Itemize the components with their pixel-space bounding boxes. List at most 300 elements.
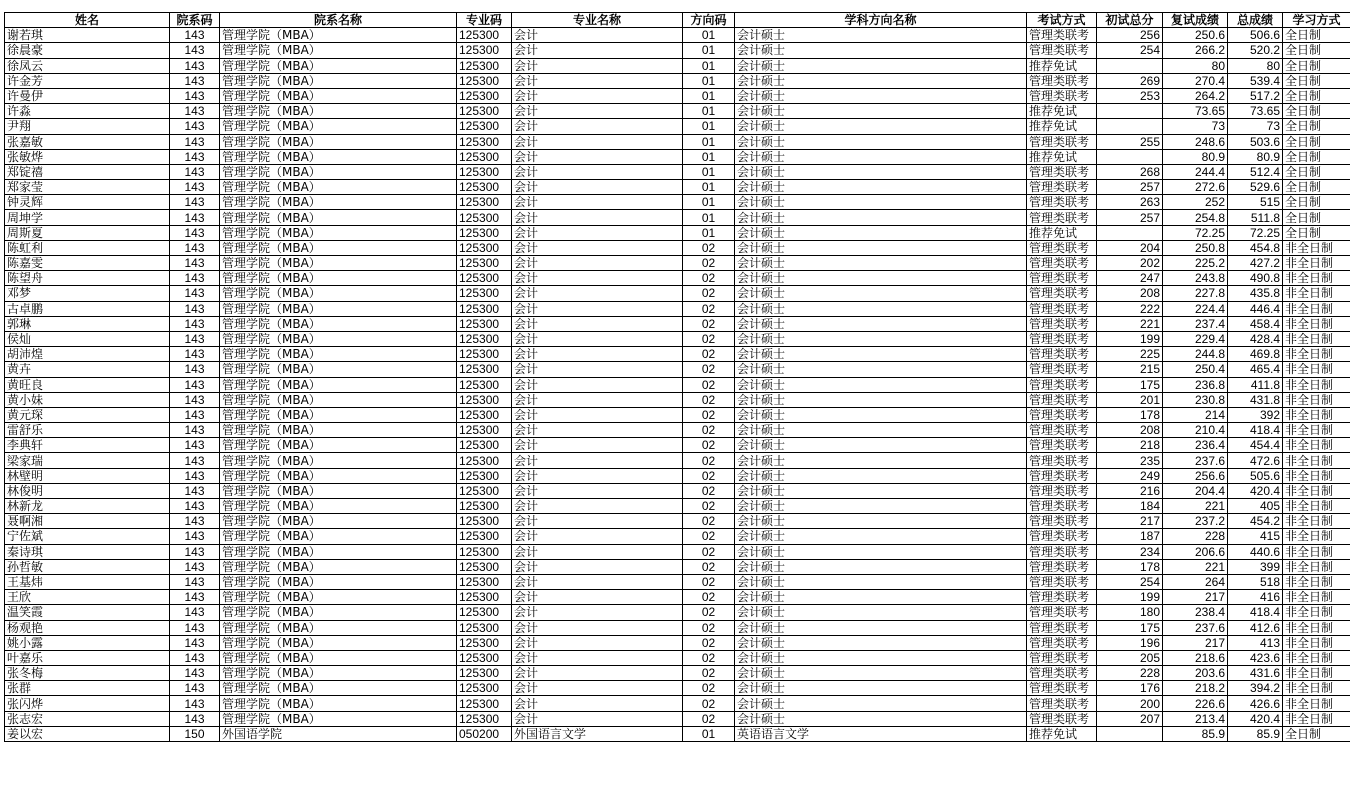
dept-name-cell: 管理学院（MBA） <box>220 453 457 468</box>
table-row <box>5 362 1351 377</box>
study-mode-cell: 非全日制 <box>1283 286 1351 301</box>
major-code-cell: 125300 <box>457 104 512 119</box>
major-name-cell: 会计 <box>512 256 683 271</box>
table-row <box>5 650 1351 665</box>
retest-score-cell: 244.4 <box>1163 164 1228 179</box>
major-name-cell: 会计 <box>512 696 683 711</box>
initial-score-cell: 269 <box>1097 73 1163 88</box>
major-name-cell: 外国语言文学 <box>512 726 683 741</box>
initial-score-cell: 176 <box>1097 681 1163 696</box>
initial-score-cell: 187 <box>1097 529 1163 544</box>
initial-score-cell: 257 <box>1097 210 1163 225</box>
major-code-cell: 125300 <box>457 544 512 559</box>
total-score-cell: 399 <box>1228 559 1283 574</box>
major-code-cell: 125300 <box>457 164 512 179</box>
exam-type-cell: 管理类联考 <box>1027 711 1097 726</box>
retest-score-cell: 238.4 <box>1163 605 1228 620</box>
major-name-cell: 会计 <box>512 377 683 392</box>
dept-code-cell: 143 <box>170 210 220 225</box>
dept-code-cell: 143 <box>170 225 220 240</box>
initial-score-cell: 202 <box>1097 256 1163 271</box>
dept-name-cell: 管理学院（MBA） <box>220 362 457 377</box>
study-mode-cell: 全日制 <box>1283 58 1351 73</box>
direction-name-cell: 会计硕士 <box>735 635 1027 650</box>
name-cell: 张群 <box>5 681 170 696</box>
total-score-cell: 405 <box>1228 499 1283 514</box>
total-score-cell: 512.4 <box>1228 164 1283 179</box>
score-table <box>4 12 1350 742</box>
direction-name-cell: 会计硕士 <box>735 392 1027 407</box>
initial-score-cell: 199 <box>1097 331 1163 346</box>
study-mode-cell: 全日制 <box>1283 28 1351 43</box>
retest-score-cell: 228 <box>1163 529 1228 544</box>
header-row <box>5 13 1351 28</box>
initial-score-cell: 228 <box>1097 666 1163 681</box>
retest-score-cell: 244.8 <box>1163 347 1228 362</box>
dept-code-cell: 143 <box>170 301 220 316</box>
total-score-cell: 505.6 <box>1228 468 1283 483</box>
dept-code-cell: 143 <box>170 149 220 164</box>
dept-name-cell: 外国语学院 <box>220 726 457 741</box>
total-score-cell: 418.4 <box>1228 605 1283 620</box>
direction-code-cell: 02 <box>683 407 735 422</box>
exam-type-cell: 管理类联考 <box>1027 574 1097 589</box>
dept-name-cell: 管理学院（MBA） <box>220 711 457 726</box>
major-name-cell: 会计 <box>512 650 683 665</box>
exam-type-cell: 管理类联考 <box>1027 529 1097 544</box>
major-name-cell: 会计 <box>512 620 683 635</box>
initial-score-cell <box>1097 58 1163 73</box>
table-row <box>5 240 1351 255</box>
retest-score-cell: 214 <box>1163 407 1228 422</box>
major-name-cell: 会计 <box>512 499 683 514</box>
name-cell: 黄元琛 <box>5 407 170 422</box>
header-dept-code: 院系码 <box>170 13 220 28</box>
direction-name-cell: 会计硕士 <box>735 696 1027 711</box>
table-row <box>5 544 1351 559</box>
major-name-cell: 会计 <box>512 347 683 362</box>
direction-name-cell: 会计硕士 <box>735 666 1027 681</box>
total-score-cell: 539.4 <box>1228 73 1283 88</box>
major-code-cell: 125300 <box>457 286 512 301</box>
initial-score-cell: 247 <box>1097 271 1163 286</box>
retest-score-cell: 237.6 <box>1163 453 1228 468</box>
initial-score-cell: 184 <box>1097 499 1163 514</box>
major-code-cell: 125300 <box>457 210 512 225</box>
total-score-cell: 431.8 <box>1228 392 1283 407</box>
major-code-cell: 125300 <box>457 256 512 271</box>
total-score-cell: 426.6 <box>1228 696 1283 711</box>
header-name: 姓名 <box>5 13 170 28</box>
major-name-cell: 会计 <box>512 590 683 605</box>
exam-type-cell: 管理类联考 <box>1027 377 1097 392</box>
total-score-cell: 427.2 <box>1228 256 1283 271</box>
exam-type-cell: 管理类联考 <box>1027 331 1097 346</box>
major-name-cell: 会计 <box>512 438 683 453</box>
dept-name-cell: 管理学院（MBA） <box>220 650 457 665</box>
exam-type-cell: 管理类联考 <box>1027 635 1097 650</box>
dept-code-cell: 143 <box>170 635 220 650</box>
initial-score-cell: 175 <box>1097 377 1163 392</box>
dept-code-cell: 143 <box>170 240 220 255</box>
direction-code-cell: 01 <box>683 88 735 103</box>
initial-score-cell <box>1097 149 1163 164</box>
retest-score-cell: 227.8 <box>1163 286 1228 301</box>
table-row <box>5 43 1351 58</box>
dept-name-cell: 管理学院（MBA） <box>220 240 457 255</box>
direction-name-cell: 会计硕士 <box>735 149 1027 164</box>
direction-name-cell: 会计硕士 <box>735 240 1027 255</box>
total-score-cell: 435.8 <box>1228 286 1283 301</box>
initial-score-cell: 263 <box>1097 195 1163 210</box>
initial-score-cell: 199 <box>1097 590 1163 605</box>
dept-code-cell: 143 <box>170 43 220 58</box>
major-name-cell: 会计 <box>512 28 683 43</box>
direction-code-cell: 01 <box>683 225 735 240</box>
retest-score-cell: 224.4 <box>1163 301 1228 316</box>
name-cell: 谢若琪 <box>5 28 170 43</box>
major-code-cell: 125300 <box>457 559 512 574</box>
total-score-cell: 506.6 <box>1228 28 1283 43</box>
direction-code-cell: 02 <box>683 438 735 453</box>
header-direction-code: 方向码 <box>683 13 735 28</box>
table-row <box>5 149 1351 164</box>
total-score-cell: 490.8 <box>1228 271 1283 286</box>
total-score-cell: 529.6 <box>1228 180 1283 195</box>
retest-score-cell: 252 <box>1163 195 1228 210</box>
study-mode-cell: 非全日制 <box>1283 377 1351 392</box>
exam-type-cell: 管理类联考 <box>1027 134 1097 149</box>
dept-code-cell: 143 <box>170 119 220 134</box>
initial-score-cell <box>1097 104 1163 119</box>
direction-code-cell: 02 <box>683 514 735 529</box>
dept-name-cell: 管理学院（MBA） <box>220 271 457 286</box>
study-mode-cell: 全日制 <box>1283 88 1351 103</box>
table-row <box>5 468 1351 483</box>
dept-code-cell: 143 <box>170 134 220 149</box>
name-cell: 黄小妹 <box>5 392 170 407</box>
total-score-cell: 517.2 <box>1228 88 1283 103</box>
dept-code-cell: 143 <box>170 423 220 438</box>
dept-code-cell: 143 <box>170 316 220 331</box>
exam-type-cell: 管理类联考 <box>1027 180 1097 195</box>
total-score-cell: 420.4 <box>1228 483 1283 498</box>
initial-score-cell: 207 <box>1097 711 1163 726</box>
exam-type-cell: 管理类联考 <box>1027 195 1097 210</box>
table-row <box>5 529 1351 544</box>
major-code-cell: 125300 <box>457 301 512 316</box>
dept-name-cell: 管理学院（MBA） <box>220 43 457 58</box>
direction-code-cell: 01 <box>683 28 735 43</box>
dept-name-cell: 管理学院（MBA） <box>220 347 457 362</box>
major-code-cell: 125300 <box>457 271 512 286</box>
total-score-cell: 440.6 <box>1228 544 1283 559</box>
retest-score-cell: 266.2 <box>1163 43 1228 58</box>
retest-score-cell: 206.6 <box>1163 544 1228 559</box>
dept-code-cell: 143 <box>170 544 220 559</box>
study-mode-cell: 非全日制 <box>1283 514 1351 529</box>
direction-code-cell: 01 <box>683 195 735 210</box>
dept-name-cell: 管理学院（MBA） <box>220 620 457 635</box>
major-name-cell: 会计 <box>512 225 683 240</box>
table-row <box>5 514 1351 529</box>
exam-type-cell: 管理类联考 <box>1027 210 1097 225</box>
exam-type-cell: 管理类联考 <box>1027 650 1097 665</box>
study-mode-cell: 非全日制 <box>1283 407 1351 422</box>
major-name-cell: 会计 <box>512 301 683 316</box>
exam-type-cell: 推荐免试 <box>1027 104 1097 119</box>
table-row <box>5 438 1351 453</box>
direction-name-cell: 会计硕士 <box>735 58 1027 73</box>
major-code-cell: 125300 <box>457 499 512 514</box>
total-score-cell: 80.9 <box>1228 149 1283 164</box>
total-score-cell: 416 <box>1228 590 1283 605</box>
total-score-cell: 454.4 <box>1228 438 1283 453</box>
study-mode-cell: 非全日制 <box>1283 256 1351 271</box>
initial-score-cell: 180 <box>1097 605 1163 620</box>
study-mode-cell: 非全日制 <box>1283 681 1351 696</box>
initial-score-cell: 225 <box>1097 347 1163 362</box>
retest-score-cell: 213.4 <box>1163 711 1228 726</box>
header-direction-name: 学科方向名称 <box>735 13 1027 28</box>
study-mode-cell: 全日制 <box>1283 149 1351 164</box>
direction-name-cell: 会计硕士 <box>735 529 1027 544</box>
major-code-cell: 125300 <box>457 681 512 696</box>
total-score-cell: 472.6 <box>1228 453 1283 468</box>
major-name-cell: 会计 <box>512 331 683 346</box>
direction-name-cell: 会计硕士 <box>735 605 1027 620</box>
major-name-cell: 会计 <box>512 423 683 438</box>
study-mode-cell: 非全日制 <box>1283 347 1351 362</box>
exam-type-cell: 推荐免试 <box>1027 119 1097 134</box>
dept-code-cell: 143 <box>170 195 220 210</box>
study-mode-cell: 非全日制 <box>1283 240 1351 255</box>
direction-name-cell: 会计硕士 <box>735 590 1027 605</box>
table-row <box>5 58 1351 73</box>
name-cell: 王基炜 <box>5 574 170 589</box>
major-name-cell: 会计 <box>512 605 683 620</box>
initial-score-cell: 178 <box>1097 559 1163 574</box>
total-score-cell: 73.65 <box>1228 104 1283 119</box>
name-cell: 温笑霞 <box>5 605 170 620</box>
retest-score-cell: 237.2 <box>1163 514 1228 529</box>
name-cell: 周坤学 <box>5 210 170 225</box>
major-name-cell: 会计 <box>512 43 683 58</box>
direction-name-cell: 会计硕士 <box>735 377 1027 392</box>
direction-code-cell: 02 <box>683 666 735 681</box>
total-score-cell: 392 <box>1228 407 1283 422</box>
study-mode-cell: 全日制 <box>1283 195 1351 210</box>
admission-score-sheet <box>4 12 1350 785</box>
total-score-cell: 428.4 <box>1228 331 1283 346</box>
direction-name-cell: 会计硕士 <box>735 362 1027 377</box>
header-dept-name: 院系名称 <box>220 13 457 28</box>
dept-code-cell: 143 <box>170 28 220 43</box>
direction-name-cell: 会计硕士 <box>735 574 1027 589</box>
major-code-cell: 125300 <box>457 134 512 149</box>
total-score-cell: 80 <box>1228 58 1283 73</box>
header-major-code: 专业码 <box>457 13 512 28</box>
major-name-cell: 会计 <box>512 88 683 103</box>
dept-name-cell: 管理学院（MBA） <box>220 301 457 316</box>
study-mode-cell: 非全日制 <box>1283 468 1351 483</box>
initial-score-cell: 216 <box>1097 483 1163 498</box>
table-row <box>5 726 1351 741</box>
major-name-cell: 会计 <box>512 407 683 422</box>
direction-name-cell: 英语语言文学 <box>735 726 1027 741</box>
initial-score-cell: 255 <box>1097 134 1163 149</box>
direction-name-cell: 会计硕士 <box>735 650 1027 665</box>
table-row <box>5 590 1351 605</box>
initial-score-cell: 221 <box>1097 316 1163 331</box>
direction-name-cell: 会计硕士 <box>735 453 1027 468</box>
name-cell: 宁佐斌 <box>5 529 170 544</box>
name-cell: 古卓鹏 <box>5 301 170 316</box>
initial-score-cell: 200 <box>1097 696 1163 711</box>
major-code-cell: 125300 <box>457 483 512 498</box>
retest-score-cell: 204.4 <box>1163 483 1228 498</box>
name-cell: 梁家瑞 <box>5 453 170 468</box>
direction-code-cell: 02 <box>683 499 735 514</box>
initial-score-cell: 268 <box>1097 164 1163 179</box>
name-cell: 杨观艳 <box>5 620 170 635</box>
major-code-cell: 125300 <box>457 514 512 529</box>
name-cell: 张闪烨 <box>5 696 170 711</box>
dept-name-cell: 管理学院（MBA） <box>220 210 457 225</box>
dept-code-cell: 143 <box>170 256 220 271</box>
table-row <box>5 574 1351 589</box>
direction-code-cell: 02 <box>683 468 735 483</box>
major-code-cell: 125300 <box>457 605 512 620</box>
retest-score-cell: 256.6 <box>1163 468 1228 483</box>
direction-name-cell: 会计硕士 <box>735 483 1027 498</box>
initial-score-cell: 196 <box>1097 635 1163 650</box>
table-row <box>5 104 1351 119</box>
major-code-cell: 125300 <box>457 119 512 134</box>
table-row <box>5 134 1351 149</box>
name-cell: 钟灵辉 <box>5 195 170 210</box>
exam-type-cell: 管理类联考 <box>1027 43 1097 58</box>
dept-name-cell: 管理学院（MBA） <box>220 514 457 529</box>
table-row <box>5 620 1351 635</box>
study-mode-cell: 非全日制 <box>1283 392 1351 407</box>
study-mode-cell: 非全日制 <box>1283 423 1351 438</box>
dept-name-cell: 管理学院（MBA） <box>220 73 457 88</box>
retest-score-cell: 73.65 <box>1163 104 1228 119</box>
table-row <box>5 711 1351 726</box>
dept-code-cell: 143 <box>170 559 220 574</box>
total-score-cell: 446.4 <box>1228 301 1283 316</box>
study-mode-cell: 非全日制 <box>1283 650 1351 665</box>
dept-name-cell: 管理学院（MBA） <box>220 407 457 422</box>
retest-score-cell: 236.4 <box>1163 438 1228 453</box>
dept-code-cell: 143 <box>170 483 220 498</box>
table-row <box>5 286 1351 301</box>
total-score-cell: 465.4 <box>1228 362 1283 377</box>
direction-name-cell: 会计硕士 <box>735 164 1027 179</box>
direction-name-cell: 会计硕士 <box>735 43 1027 58</box>
dept-code-cell: 143 <box>170 438 220 453</box>
initial-score-cell <box>1097 225 1163 240</box>
exam-type-cell: 管理类联考 <box>1027 605 1097 620</box>
exam-type-cell: 推荐免试 <box>1027 225 1097 240</box>
major-name-cell: 会计 <box>512 240 683 255</box>
direction-code-cell: 02 <box>683 331 735 346</box>
retest-score-cell: 250.6 <box>1163 28 1228 43</box>
direction-code-cell: 02 <box>683 271 735 286</box>
exam-type-cell: 管理类联考 <box>1027 316 1097 331</box>
initial-score-cell: 201 <box>1097 392 1163 407</box>
header-retest-score: 复试成绩 <box>1163 13 1228 28</box>
table-row <box>5 681 1351 696</box>
name-cell: 孙哲敏 <box>5 559 170 574</box>
retest-score-cell: 73 <box>1163 119 1228 134</box>
major-name-cell: 会计 <box>512 271 683 286</box>
initial-score-cell: 234 <box>1097 544 1163 559</box>
table-row <box>5 407 1351 422</box>
total-score-cell: 411.8 <box>1228 377 1283 392</box>
retest-score-cell: 217 <box>1163 635 1228 650</box>
major-name-cell: 会计 <box>512 453 683 468</box>
study-mode-cell: 非全日制 <box>1283 301 1351 316</box>
direction-name-cell: 会计硕士 <box>735 331 1027 346</box>
major-code-cell: 125300 <box>457 635 512 650</box>
direction-code-cell: 02 <box>683 286 735 301</box>
direction-code-cell: 02 <box>683 544 735 559</box>
major-code-cell: 125300 <box>457 149 512 164</box>
exam-type-cell: 管理类联考 <box>1027 696 1097 711</box>
exam-type-cell: 管理类联考 <box>1027 468 1097 483</box>
direction-name-cell: 会计硕士 <box>735 180 1027 195</box>
exam-type-cell: 管理类联考 <box>1027 88 1097 103</box>
major-name-cell: 会计 <box>512 180 683 195</box>
dept-code-cell: 143 <box>170 362 220 377</box>
exam-type-cell: 管理类联考 <box>1027 666 1097 681</box>
initial-score-cell: 235 <box>1097 453 1163 468</box>
major-name-cell: 会计 <box>512 666 683 681</box>
table-row <box>5 331 1351 346</box>
direction-code-cell: 01 <box>683 73 735 88</box>
direction-name-cell: 会计硕士 <box>735 711 1027 726</box>
direction-code-cell: 01 <box>683 134 735 149</box>
dept-name-cell: 管理学院（MBA） <box>220 88 457 103</box>
name-cell: 张冬梅 <box>5 666 170 681</box>
name-cell: 张嘉敏 <box>5 134 170 149</box>
table-row <box>5 73 1351 88</box>
direction-code-cell: 02 <box>683 574 735 589</box>
direction-name-cell: 会计硕士 <box>735 423 1027 438</box>
name-cell: 叶嘉乐 <box>5 650 170 665</box>
table-row <box>5 666 1351 681</box>
direction-name-cell: 会计硕士 <box>735 104 1027 119</box>
name-cell: 徐凤云 <box>5 58 170 73</box>
dept-name-cell: 管理学院（MBA） <box>220 134 457 149</box>
table-row <box>5 256 1351 271</box>
dept-code-cell: 143 <box>170 529 220 544</box>
major-code-cell: 125300 <box>457 407 512 422</box>
dept-code-cell: 143 <box>170 392 220 407</box>
initial-score-cell: 256 <box>1097 28 1163 43</box>
table-row <box>5 225 1351 240</box>
dept-code-cell: 143 <box>170 514 220 529</box>
study-mode-cell: 全日制 <box>1283 119 1351 134</box>
major-code-cell: 125300 <box>457 392 512 407</box>
major-code-cell: 125300 <box>457 468 512 483</box>
major-name-cell: 会计 <box>512 392 683 407</box>
retest-score-cell: 270.4 <box>1163 73 1228 88</box>
exam-type-cell: 管理类联考 <box>1027 301 1097 316</box>
study-mode-cell: 全日制 <box>1283 134 1351 149</box>
